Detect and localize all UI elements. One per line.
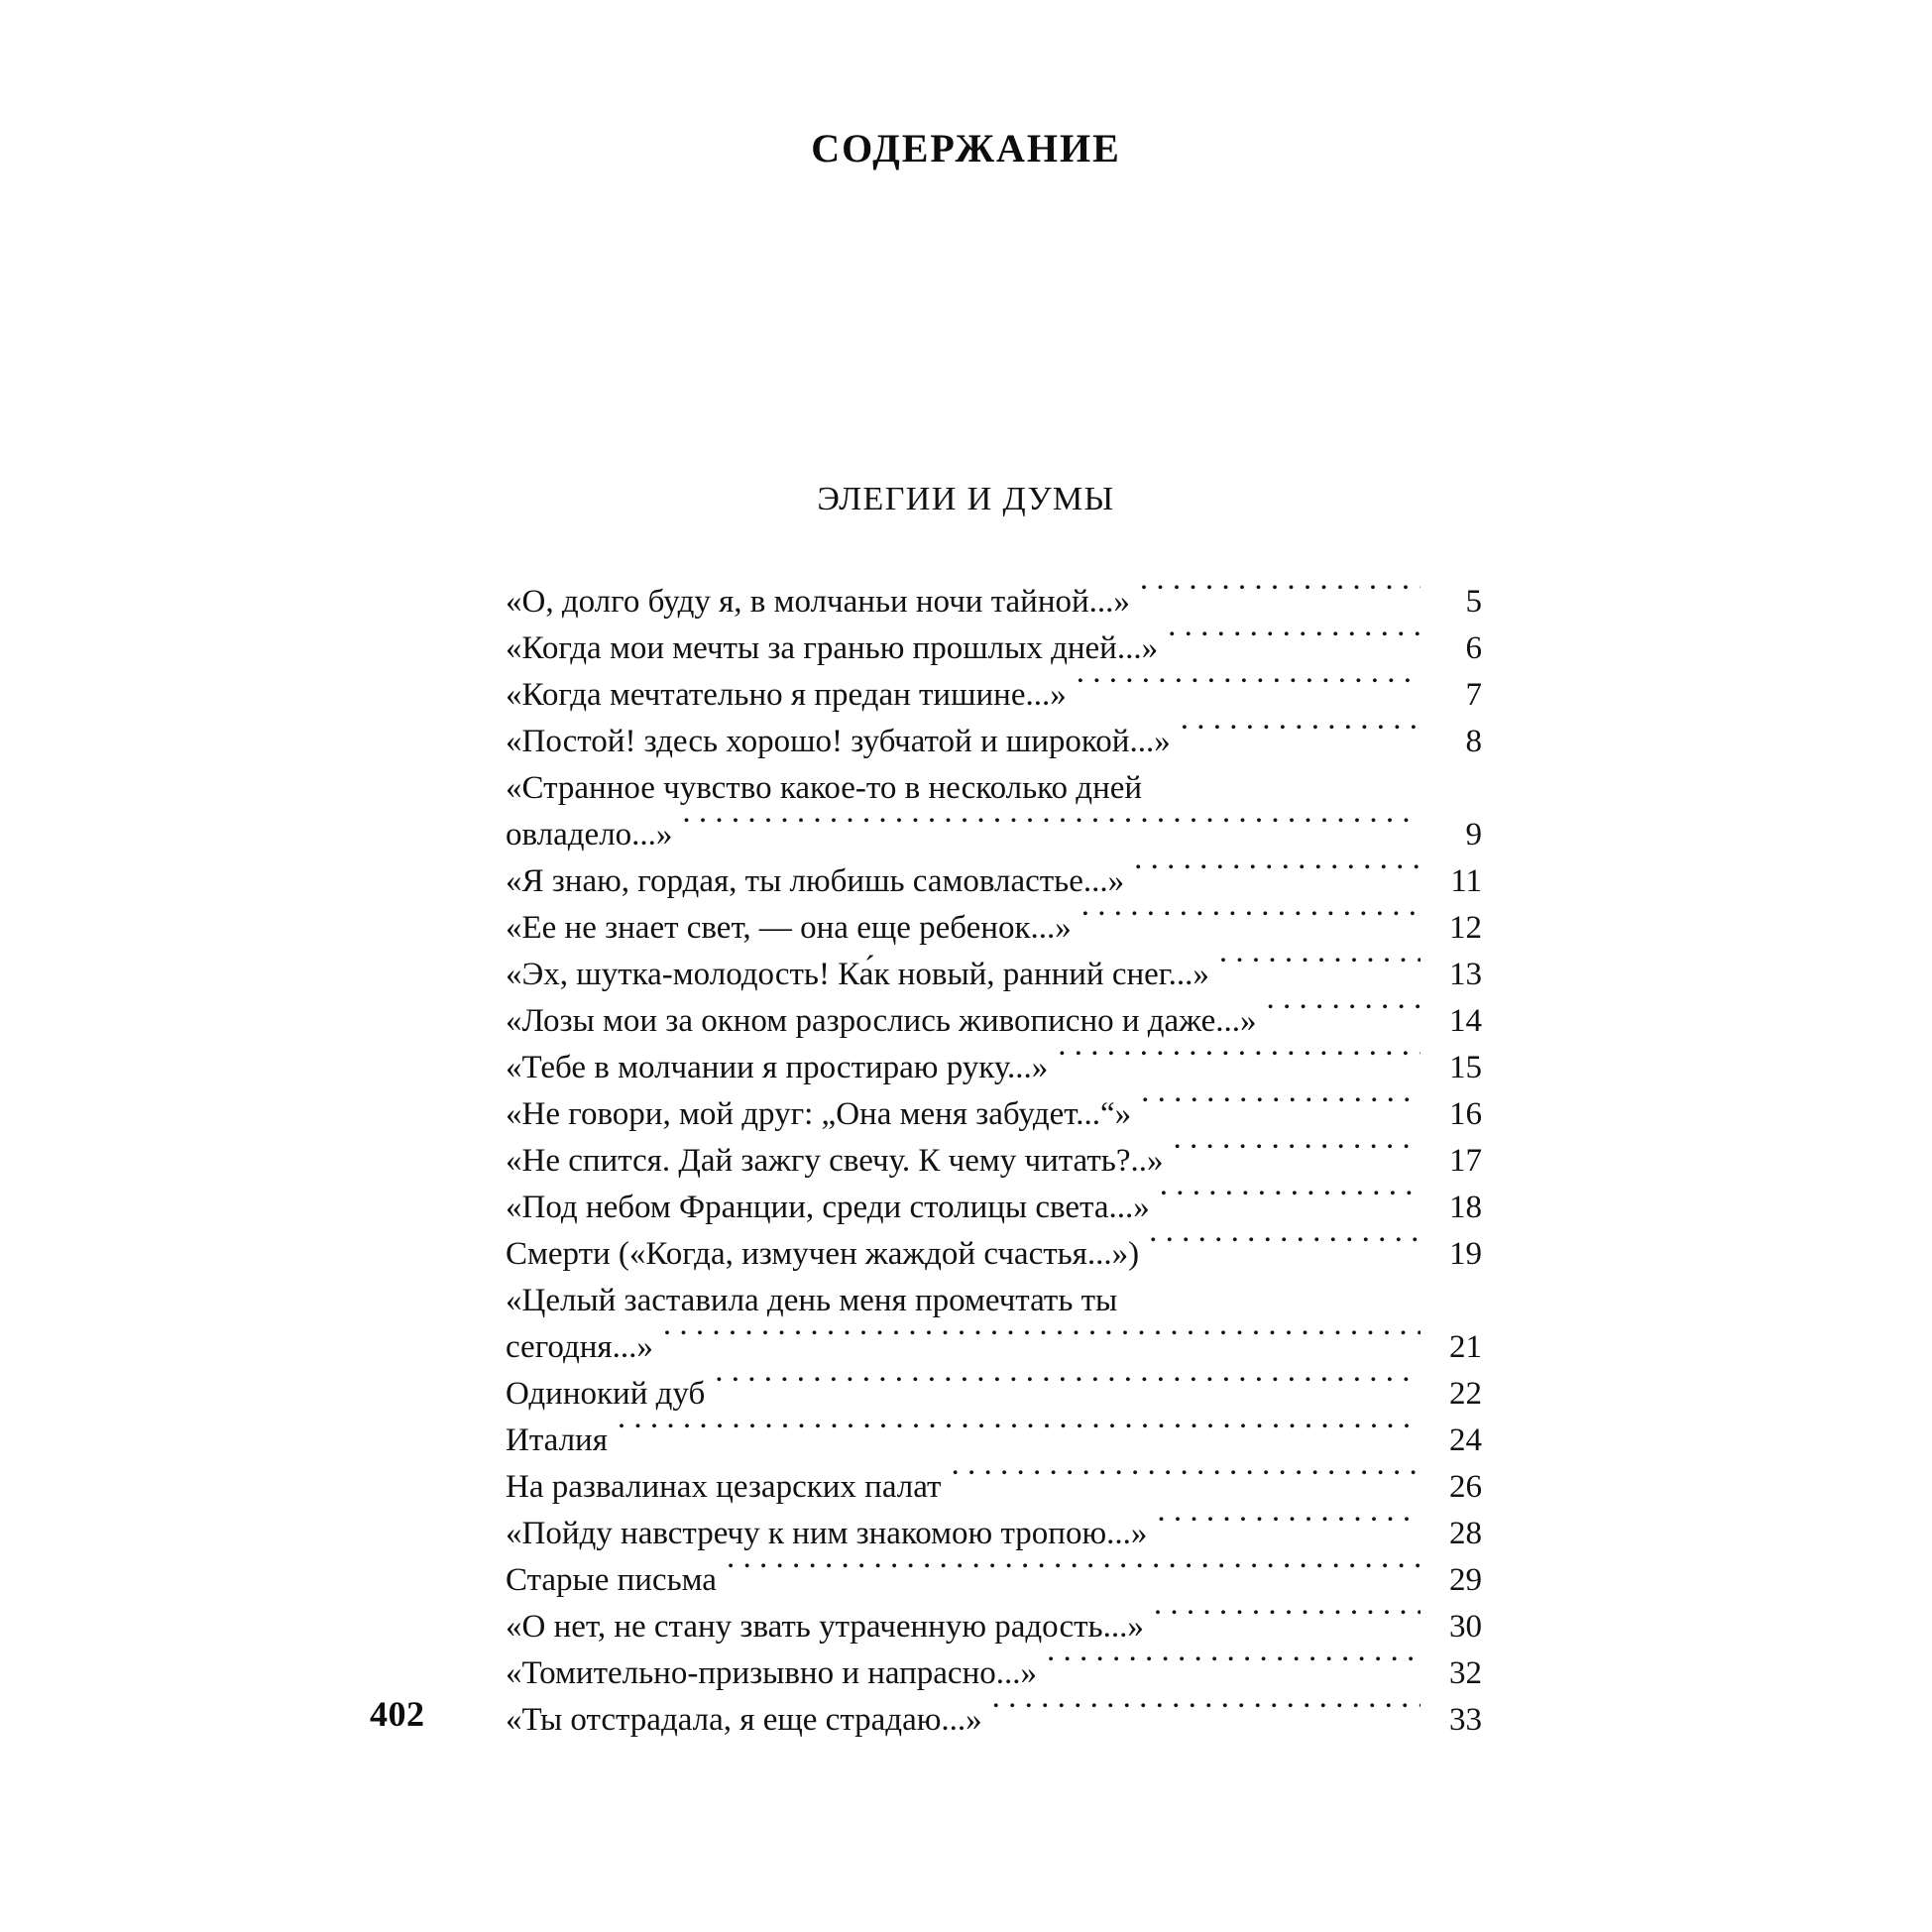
dot-leader xyxy=(618,1404,1421,1450)
toc-entry[interactable] xyxy=(506,1683,1482,1738)
toc-entry[interactable] xyxy=(506,1543,1482,1598)
toc-entry-title: Смерти («Когда, измучен жаждой счастья...») xyxy=(506,1236,1140,1272)
toc-entry-title: «Пойду навстречу к ним знакомою тропою...» xyxy=(506,1516,1148,1551)
toc-entry-page-number: 15 xyxy=(1449,1050,1482,1085)
toc-entry-page-number: 26 xyxy=(1449,1469,1482,1505)
toc-entry[interactable] xyxy=(506,1217,1482,1272)
toc-entry[interactable] xyxy=(506,938,1482,992)
toc-entry[interactable] xyxy=(506,984,1482,1039)
toc-entry-title: Старые письма xyxy=(506,1562,717,1598)
toc-entry-page-number: 17 xyxy=(1449,1143,1482,1179)
toc-entry[interactable] xyxy=(506,612,1482,666)
toc-entry-line xyxy=(506,1078,1482,1132)
toc-entry-title: «Не спится. Дай зажгу свечу. К чему читать?..» xyxy=(506,1143,1164,1179)
toc-entry-page-number: 28 xyxy=(1449,1516,1482,1551)
toc-entry-title: Италия xyxy=(506,1422,608,1458)
toc-entry-title: «Когда мечтательно я предан тишине...» xyxy=(506,677,1067,713)
toc-entry-line xyxy=(506,1450,1482,1505)
toc-entry-title: овладело...» xyxy=(506,817,673,852)
dot-leader xyxy=(1047,1637,1421,1683)
toc-entry[interactable] xyxy=(506,1078,1482,1132)
toc-entry-line xyxy=(506,1497,1482,1551)
toc-entry-title: сегодня...» xyxy=(506,1329,653,1365)
toc-entry-line xyxy=(506,1124,1482,1179)
dot-leader xyxy=(1168,612,1421,658)
toc-entry-title: «Томительно-призывно и напрасно...» xyxy=(506,1655,1037,1691)
dot-leader xyxy=(1219,938,1421,984)
dot-leader xyxy=(682,798,1421,845)
toc-entry-title: «Когда мои мечты за гранью прошлых дней...» xyxy=(506,630,1159,666)
dot-leader xyxy=(1181,705,1421,751)
toc-entry[interactable] xyxy=(506,891,1482,946)
toc-entry-title: «Ты отстрадала, я еще страдаю...» xyxy=(506,1702,982,1738)
toc-entry-page-number: 21 xyxy=(1449,1329,1482,1365)
dot-leader xyxy=(1141,1078,1421,1124)
toc-entry[interactable] xyxy=(506,1590,1482,1645)
dot-leader xyxy=(1081,891,1421,938)
toc-entry-title: «Целый заставила день меня промечтать ты xyxy=(506,1283,1118,1318)
toc-entry[interactable] xyxy=(506,1031,1482,1085)
toc-entry-title: «Тебе в молчании я простираю руку...» xyxy=(506,1050,1049,1085)
toc-entry-page-number: 6 xyxy=(1465,630,1482,666)
toc-entry-page-number: 18 xyxy=(1449,1190,1482,1225)
toc-entry[interactable] xyxy=(506,1264,1482,1365)
dot-leader xyxy=(1160,1171,1421,1217)
toc-entry[interactable] xyxy=(506,1171,1482,1225)
toc-entry-line xyxy=(506,751,1482,806)
toc-entry[interactable] xyxy=(506,705,1482,759)
section-heading: ЭЛЕГИИ И ДУМЫ xyxy=(817,481,1115,517)
dot-leader xyxy=(727,1543,1421,1590)
dot-leader xyxy=(1134,845,1421,891)
toc-entry-line xyxy=(506,1683,1482,1738)
toc-entry[interactable] xyxy=(506,1637,1482,1691)
toc-entry[interactable] xyxy=(506,751,1482,852)
toc-entry-title: «Я знаю, гордая, ты любишь самовластье...» xyxy=(506,863,1125,899)
toc-entry-page-number: 13 xyxy=(1449,957,1482,992)
toc-entry-page-number: 5 xyxy=(1465,584,1482,620)
toc-entry-page-number: 29 xyxy=(1449,1562,1482,1598)
dot-leader xyxy=(663,1310,1421,1357)
toc-entry[interactable] xyxy=(506,1450,1482,1505)
dot-leader xyxy=(1266,984,1421,1031)
dot-leader xyxy=(1173,1124,1421,1171)
toc-entry[interactable] xyxy=(506,1357,1482,1412)
toc-entry-line xyxy=(506,938,1482,992)
dot-leader xyxy=(951,1450,1421,1497)
toc-entry-title: Одинокий дуб xyxy=(506,1376,706,1412)
toc-entry-line xyxy=(506,612,1482,666)
dot-leader xyxy=(1157,1497,1421,1543)
toc-entry-page-number: 11 xyxy=(1450,863,1482,899)
toc-entry-line xyxy=(506,984,1482,1039)
toc-entry-page-number: 7 xyxy=(1465,677,1482,713)
toc-entry-title: На развалинах цезарских палат xyxy=(506,1469,942,1505)
toc-entry-title: «Лозы мои за окном разрослись живописно и даже...» xyxy=(506,1003,1257,1039)
toc-entry-line xyxy=(506,1357,1482,1412)
toc-entry-line xyxy=(506,1217,1482,1272)
toc-entry-line xyxy=(506,845,1482,899)
toc-entry-line xyxy=(506,1171,1482,1225)
dot-leader xyxy=(1154,1590,1421,1637)
toc-entry[interactable] xyxy=(506,845,1482,899)
dot-leader xyxy=(1077,658,1421,705)
toc-entry-title: «Не говори, мой друг: „Она меня забудет...“» xyxy=(506,1096,1132,1132)
toc-entry-list xyxy=(506,565,1482,1738)
toc-entry[interactable] xyxy=(506,658,1482,713)
dot-leader xyxy=(1058,1031,1421,1078)
toc-entry-page-number: 12 xyxy=(1449,910,1482,946)
toc-entry-title: «Странное чувство какое-то в несколько дней xyxy=(506,770,1143,806)
toc-entry-title: «О нет, не стану звать утраченную радость...» xyxy=(506,1609,1144,1645)
toc-entry-title: «Постой! здесь хорошо! зубчатой и широкой...» xyxy=(506,724,1171,759)
toc-entry-line xyxy=(506,565,1482,620)
toc-entry-page-number: 14 xyxy=(1449,1003,1482,1039)
dot-leader xyxy=(1149,1217,1421,1264)
toc-entry-page-number: 24 xyxy=(1449,1422,1482,1458)
dot-leader xyxy=(715,1357,1421,1404)
toc-entry-title: «О, долго буду я, в молчаньи ночи тайной...» xyxy=(506,584,1130,620)
toc-entry-line xyxy=(506,891,1482,946)
toc-entry-page-number: 16 xyxy=(1449,1096,1482,1132)
toc-entry-page-number: 32 xyxy=(1449,1655,1482,1691)
page-title: СОДЕРЖАНИЕ xyxy=(811,126,1121,170)
toc-entry[interactable] xyxy=(506,1124,1482,1179)
toc-entry[interactable] xyxy=(506,565,1482,620)
toc-entry-page-number: 9 xyxy=(1465,817,1482,852)
toc-entry-line xyxy=(506,1543,1482,1598)
toc-entry-line xyxy=(506,1590,1482,1645)
toc-entry-line xyxy=(506,705,1482,759)
toc-entry-title: «Ее не знает свет, — она еще ребенок...» xyxy=(506,910,1072,946)
toc-entry-line xyxy=(506,1637,1482,1691)
toc-entry-page-number: 8 xyxy=(1465,724,1482,759)
toc-entry-line xyxy=(506,1264,1482,1318)
toc-entry[interactable] xyxy=(506,1404,1482,1458)
dot-leader xyxy=(992,1683,1421,1730)
toc-entry-title: «Эх, шутка-молодость! Ка́к новый, ранний снег...» xyxy=(506,957,1209,992)
toc-entry-title: «Под небом Франции, среди столицы света...» xyxy=(506,1190,1150,1225)
toc-entry-page-number: 33 xyxy=(1449,1702,1482,1738)
toc-entry-page-number: 22 xyxy=(1449,1376,1482,1412)
toc-entry-line xyxy=(506,658,1482,713)
toc-entry-page-number: 19 xyxy=(1449,1236,1482,1272)
toc-entry[interactable] xyxy=(506,1497,1482,1551)
folio-number: 402 xyxy=(370,1694,425,1734)
toc-entry-line xyxy=(506,1031,1482,1085)
toc-entry-page-number: 30 xyxy=(1449,1609,1482,1645)
dot-leader xyxy=(1140,565,1421,612)
toc-entry-line xyxy=(506,1404,1482,1458)
